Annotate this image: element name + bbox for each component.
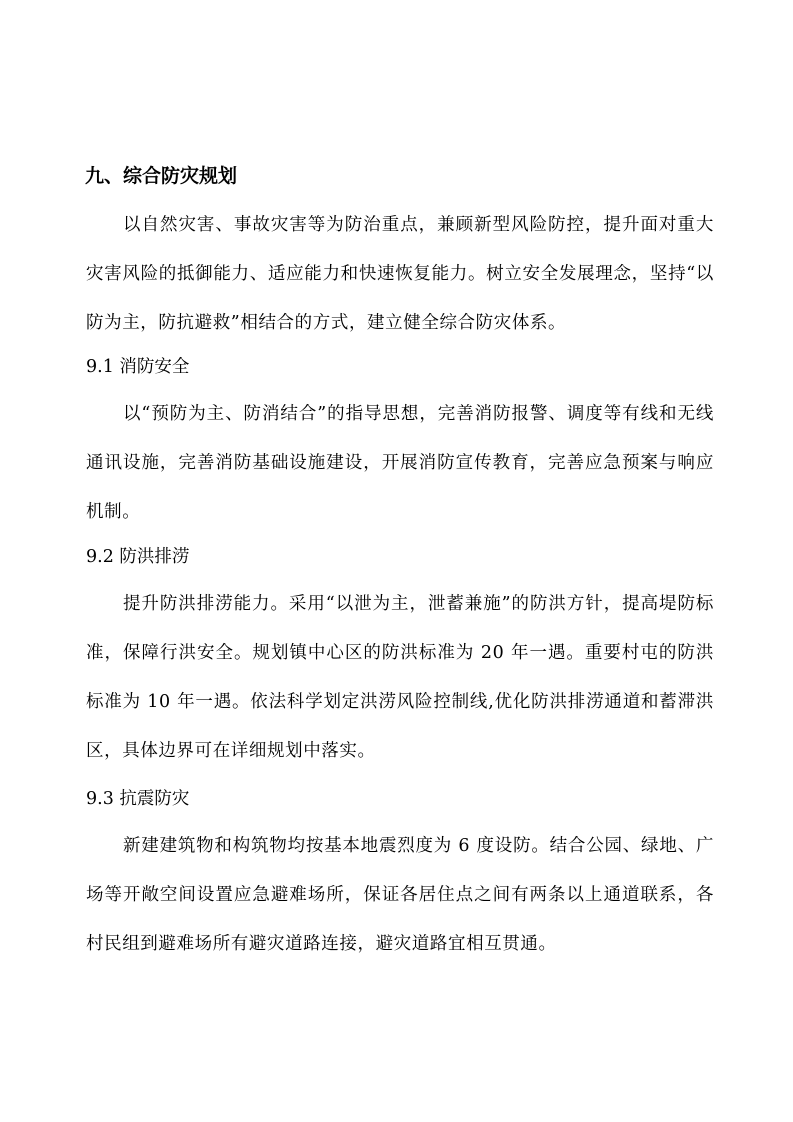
subsection-body-fire-safety: 以“预防为主、防消结合”的指导思想，完善消防报警、调度等有线和无线通讯设施，完善消防基础设施建设，开展消防宣传教育，完善应急预案与响应机制。 — [86, 404, 714, 522]
subsection-title-flood-control: 9.2 防洪排涝 — [86, 547, 190, 567]
intro-paragraph: 以自然灾害、事故灾害等为防治重点，兼顾新型风险防控，提升面对重大灾害风险的抵御能力、适应能力和快速恢复能力。树立安全发展理念，坚持“以防为主，防抗避救”相结合的方式，建立健全综合防灾体系。 — [86, 215, 714, 333]
subsection-body-flood-control: 提升防洪排涝能力。采用“以泄为主，泄蓄兼施”的防洪方针，提高堤防标准，保障行洪安全。规划镇中心区的防洪标准为 20 年一遇。重要村屯的防洪标准为 10 年一遇。依法科学划定洪涝风险控制线,优化防洪排涝通道和蓄滞洪区，具体边界可在详细规划中落实。 — [86, 594, 714, 761]
subsection-title-fire-safety: 9.1 消防安全 — [86, 357, 190, 377]
section-heading: 九、综合防灾规划 — [85, 165, 238, 187]
subsection-body-earthquake: 新建建筑物和构筑物均按基本地震烈度为 6 度设防。结合公园、绿地、广场等开敞空间设置应急避难场所，保证各居住点之间有两条以上通道联系，各村民组到避难场所有避灾道路连接，避灾道路宜相互贯通。 — [86, 836, 714, 954]
subsection-title-earthquake: 9.3 抗震防灾 — [86, 789, 190, 809]
